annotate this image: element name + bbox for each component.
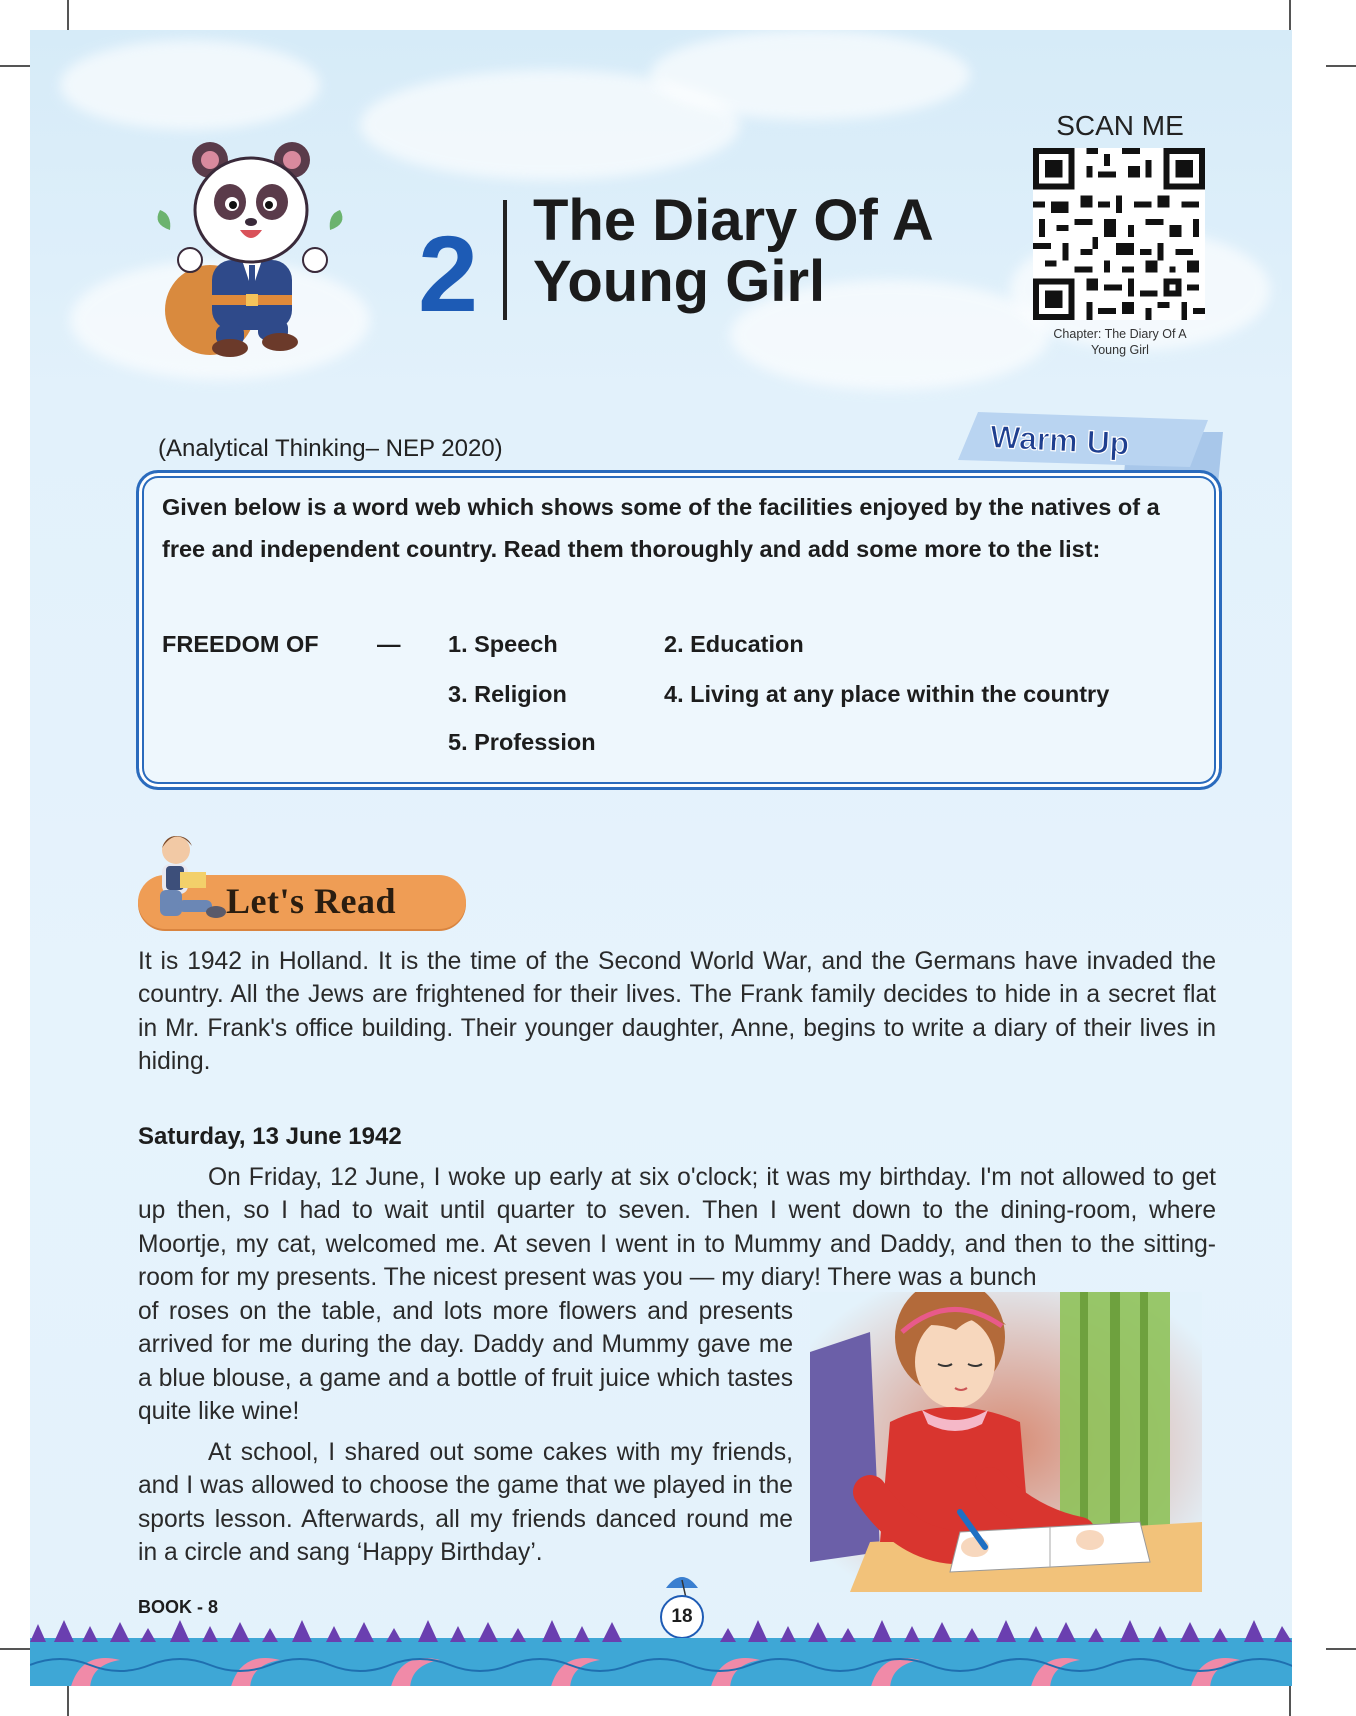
crop-mark (0, 1648, 30, 1650)
freedom-item: 3. Religion (448, 681, 567, 707)
panda-mascot-illustration (150, 120, 350, 360)
freedom-dash: — (377, 631, 401, 657)
warm-up-instruction: Given below is a word web which shows some of the facilities enjoyed by the natives of a free and independent country. Read them thoroughly and add some more to the list: (162, 494, 1160, 562)
intro-paragraph: It is 1942 in Holland. It is the time of the Second World War, and the Germans have invaded the country. All the Jews are frightened for their lives. The Frank family decides to hide in a secret flat in Mr. Frank's office building. Their younger daughter, Anne, begins to write a diary of their lives in hiding. (138, 948, 1216, 1076)
cloud-decoration (60, 40, 320, 130)
page-number: 18 (660, 1595, 704, 1639)
crop-mark (1289, 1686, 1291, 1716)
freedom-item: 5. Profession (448, 729, 596, 755)
warm-up-tag-label: Warm Up (989, 418, 1131, 462)
crop-mark (1326, 1648, 1356, 1650)
crop-mark (0, 65, 30, 67)
umbrella-icon (662, 1570, 702, 1598)
freedom-item: 4. Living at any place within the country (664, 681, 1110, 707)
girl-writing-diary-illustration (810, 1292, 1202, 1592)
freedom-item: 1. Speech (448, 631, 558, 657)
crop-mark (1326, 65, 1356, 67)
diary-paragraph-1 (138, 1161, 1216, 1295)
warm-up-context: (Analytical Thinking– NEP 2020) (158, 435, 503, 462)
freedom-item: 2. Education (664, 631, 804, 657)
qr-code-icon[interactable] (1033, 148, 1205, 320)
chapter-number: 2 (418, 213, 479, 334)
footer-landscape-decoration (30, 1620, 1292, 1686)
lets-read-label: Let's Read (226, 881, 396, 921)
title-divider (503, 200, 507, 320)
diary-paragraph-1-continued: of roses on the table, and lots more flowers and presents arrived for me during the day. Daddy and Mummy gave me a blue blouse, a game and a bottle of fruit juice which tastes quite like wine! (138, 1298, 793, 1426)
book-label: BOOK - 8 (138, 1597, 219, 1617)
diary-date: Saturday, 13 June 1942 (138, 1123, 402, 1150)
crop-mark (1289, 0, 1291, 30)
cloud-decoration (650, 30, 970, 120)
crop-mark (67, 0, 69, 30)
chapter-title: The Diary Of A Young Girl (533, 188, 932, 315)
scan-me-label: SCAN ME (1056, 110, 1184, 141)
diary-paragraph-1-text: On Friday, 12 June, I woke up early at six o'clock; it was my birthday. I'm not allowed to get up then, so I had to wait until quarter to seven. Then I went down to the dining-room, where Moortje, my cat, welcomed me. At seven I went in to Mummy and Daddy, and then to the sitting-room for my presents. The nicest present was you — my diary! There was a bunch (138, 1164, 1216, 1292)
freedom-of-label: FREEDOM OF (162, 631, 319, 657)
qr-caption: Chapter: The Diary Of A Young Girl (1053, 327, 1187, 358)
diary-paragraph-2 (138, 1436, 793, 1570)
crop-mark (67, 1686, 69, 1716)
textbook-page (30, 30, 1292, 1686)
diary-paragraph-2-text: At school, I shared out some cakes with my friends, and I was allowed to choose the game that we played in the sports lesson. Afterwards, all my friends danced round me in a circle and sang ‘Happy Birthday’. (138, 1439, 793, 1567)
